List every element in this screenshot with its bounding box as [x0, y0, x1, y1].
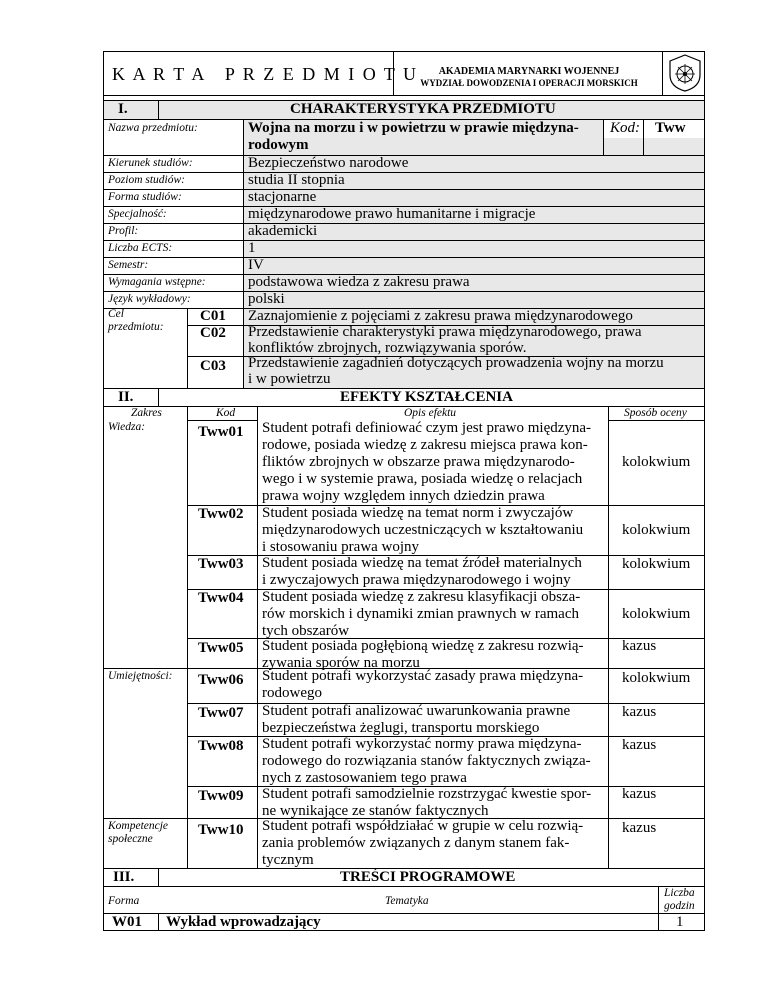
goal-text: Przedstawienie charakterystyki prawa międzynarodowego, prawa — [248, 324, 642, 340]
section-1-number: I. — [118, 101, 128, 117]
effect-desc: Student potrafi definiować czym jest prawo międzyna- rodowe, posiada wiedzę z zakresu miejsca prawa kon- fliktów zbrojnych w obszarze prawa międzynarodo- wego i w systemie prawa, posiada wiedzę o relacjach prawa wojny względem innych dziedzin prawa — [262, 420, 592, 504]
effect-code: Tww09 — [198, 788, 244, 804]
goal-text: Zaznajomienie z pojęciami z zakresu prawa międzynarodowego — [248, 308, 633, 324]
effect-desc: Student potrafi analizować uwarunkowania prawne bezpieczeństwa żeglugi, transportu morskiego — [262, 703, 571, 736]
value-field-of-study: Bezpieczeństwo narodowe — [248, 155, 409, 171]
value-specialty: międzynarodowe prawo humanitarne i migracje — [248, 206, 536, 222]
effect-desc: Student posiada wiedzę na temat źródeł materialnych i zwyczajowych prawa międzynarodowego i wojny — [262, 555, 582, 588]
label-form: Forma studiów: — [108, 191, 182, 203]
label-course-name: Nazwa przedmiotu: — [108, 122, 198, 134]
label-course-goal: Cel — [108, 308, 124, 320]
label-level: Poziom studiów: — [108, 174, 185, 186]
category-competences-2: społeczne — [108, 833, 153, 845]
effect-desc: Student posiada pogłębioną wiedzę z zakresu rozwią- zywania sporów na morzu — [262, 638, 584, 671]
effect-eval: kazus — [622, 704, 657, 720]
label-profile: Profil: — [108, 225, 139, 237]
value-course-name-cont: rodowym — [248, 137, 309, 153]
effect-eval: kolokwium — [622, 556, 691, 572]
effect-code: Tww04 — [198, 590, 244, 606]
value-prerequisites: podstawowa wiedza z zakresu prawa — [248, 274, 470, 290]
col-forma: Forma — [108, 895, 140, 907]
label-prerequisites: Wymagania wstępne: — [108, 276, 206, 288]
effect-desc: Student posiada wiedzę z zakresu klasyfikacji obsza- rów morskich i dynamiki zmian prawnych w ramach tych obszarów — [262, 589, 581, 639]
value-profile: akademicki — [248, 223, 318, 239]
effect-desc: Student potrafi wykorzystać normy prawa międzyna- rodowego do rozwiązania stanów faktycznych związa- nych z zastosowaniem tego prawa — [262, 736, 591, 786]
effect-eval: kolokwium — [622, 454, 691, 470]
col-kod: Kod — [216, 407, 236, 419]
section-2-title: EFEKTY KSZTAŁCENIA — [340, 389, 513, 405]
effect-eval: kolokwium — [622, 606, 691, 622]
program-hours: 1 — [676, 914, 684, 930]
label-course-goal-2: przedmiotu: — [108, 321, 164, 333]
label-semester: Semestr: — [108, 259, 149, 271]
col-liczba: Liczba — [664, 887, 695, 899]
label-ects: Liczba ECTS: — [108, 242, 173, 254]
col-godzin: godzin — [664, 900, 695, 912]
effect-code: Tww10 — [198, 822, 244, 838]
effect-code: Tww08 — [198, 738, 244, 754]
value-form: stacjonarne — [248, 189, 317, 205]
effect-desc: Student posiada wiedzę na temat norm i zwyczajów międzynarodowych uczestniczących w kształtowaniu i stosowaniu prawa wojny — [262, 505, 584, 555]
effect-desc: Student potrafi współdziałać w grupie w celu rozwią- zania problemów związanych z danym stanem fak- tycznym — [262, 818, 584, 868]
category-knowledge: Wiedza: — [108, 421, 146, 433]
org-faculty: WYDZIAŁ DOWODZENIA I OPERACJI MORSKICH — [420, 78, 638, 88]
section-1-title: CHARAKTERYSTYKA PRZEDMIOTU — [290, 101, 556, 117]
value-ects: 1 — [248, 240, 256, 256]
goal-text: Przedstawienie zagadnień dotyczących prowadzenia wojny na morzu — [248, 355, 664, 371]
section-3-title: TREŚCI PROGRAMOWE — [340, 869, 516, 885]
value-level: studia II stopnia — [248, 172, 345, 188]
effect-eval: kazus — [622, 638, 657, 654]
effect-code: Tww06 — [198, 672, 244, 688]
goal-code: C01 — [200, 308, 226, 324]
col-opis: Opis efektu — [404, 407, 457, 419]
effect-code: Tww03 — [198, 556, 244, 572]
label-specialty: Specjalność: — [108, 208, 167, 220]
effect-eval: kazus — [622, 737, 657, 753]
effect-code: Tww07 — [198, 705, 244, 721]
label-field-of-study: Kierunek studiów: — [108, 157, 193, 169]
section-3-number: III. — [113, 869, 135, 885]
effect-code: Tww02 — [198, 506, 244, 522]
effect-eval: kolokwium — [622, 522, 691, 538]
org-name: AKADEMIA MARYNARKI WOJENNEJ — [438, 66, 620, 77]
goal-code: C03 — [200, 358, 226, 374]
program-code: W01 — [112, 914, 142, 930]
label-language: Język wykładowy: — [108, 293, 191, 305]
goal-text: konfliktów zbrojnych, rozwiązywania sporów. — [248, 340, 527, 356]
col-sposob: Sposób oceny — [624, 407, 687, 419]
kod-value: Tww — [655, 120, 686, 136]
effect-desc: Student potrafi samodzielnie rozstrzygać kwestie spor- ne wynikające ze stanów faktycznych — [262, 786, 592, 819]
effect-eval: kazus — [622, 786, 657, 802]
card-title: K A R T A P R Z E D M I O T U — [112, 64, 419, 84]
value-course-name: Wojna na morzu i w powietrzu w prawie międzyna- — [248, 120, 579, 136]
effect-desc: Student potrafi wykorzystać zasady prawa międzyna- rodowego — [262, 668, 584, 701]
col-tematyka: Tematyka — [385, 895, 429, 907]
goal-text: i w powietrzu — [248, 371, 331, 387]
value-semester: IV — [248, 257, 264, 273]
category-competences: Kompetencje — [108, 820, 169, 832]
academy-emblem — [666, 53, 704, 93]
effect-eval: kazus — [622, 820, 657, 836]
col-zakres: Zakres — [131, 407, 162, 419]
category-skills: Umiejętności: — [108, 670, 173, 682]
goal-code: C02 — [200, 325, 226, 341]
section-2-number: II. — [118, 389, 134, 405]
program-topic: Wykład wprowadzający — [166, 914, 321, 930]
kod-label: Kod: — [610, 120, 640, 136]
value-language: polski — [248, 291, 285, 307]
effect-code: Tww05 — [198, 640, 244, 656]
effect-code: Tww01 — [198, 424, 244, 440]
effect-eval: kolokwium — [622, 670, 691, 686]
